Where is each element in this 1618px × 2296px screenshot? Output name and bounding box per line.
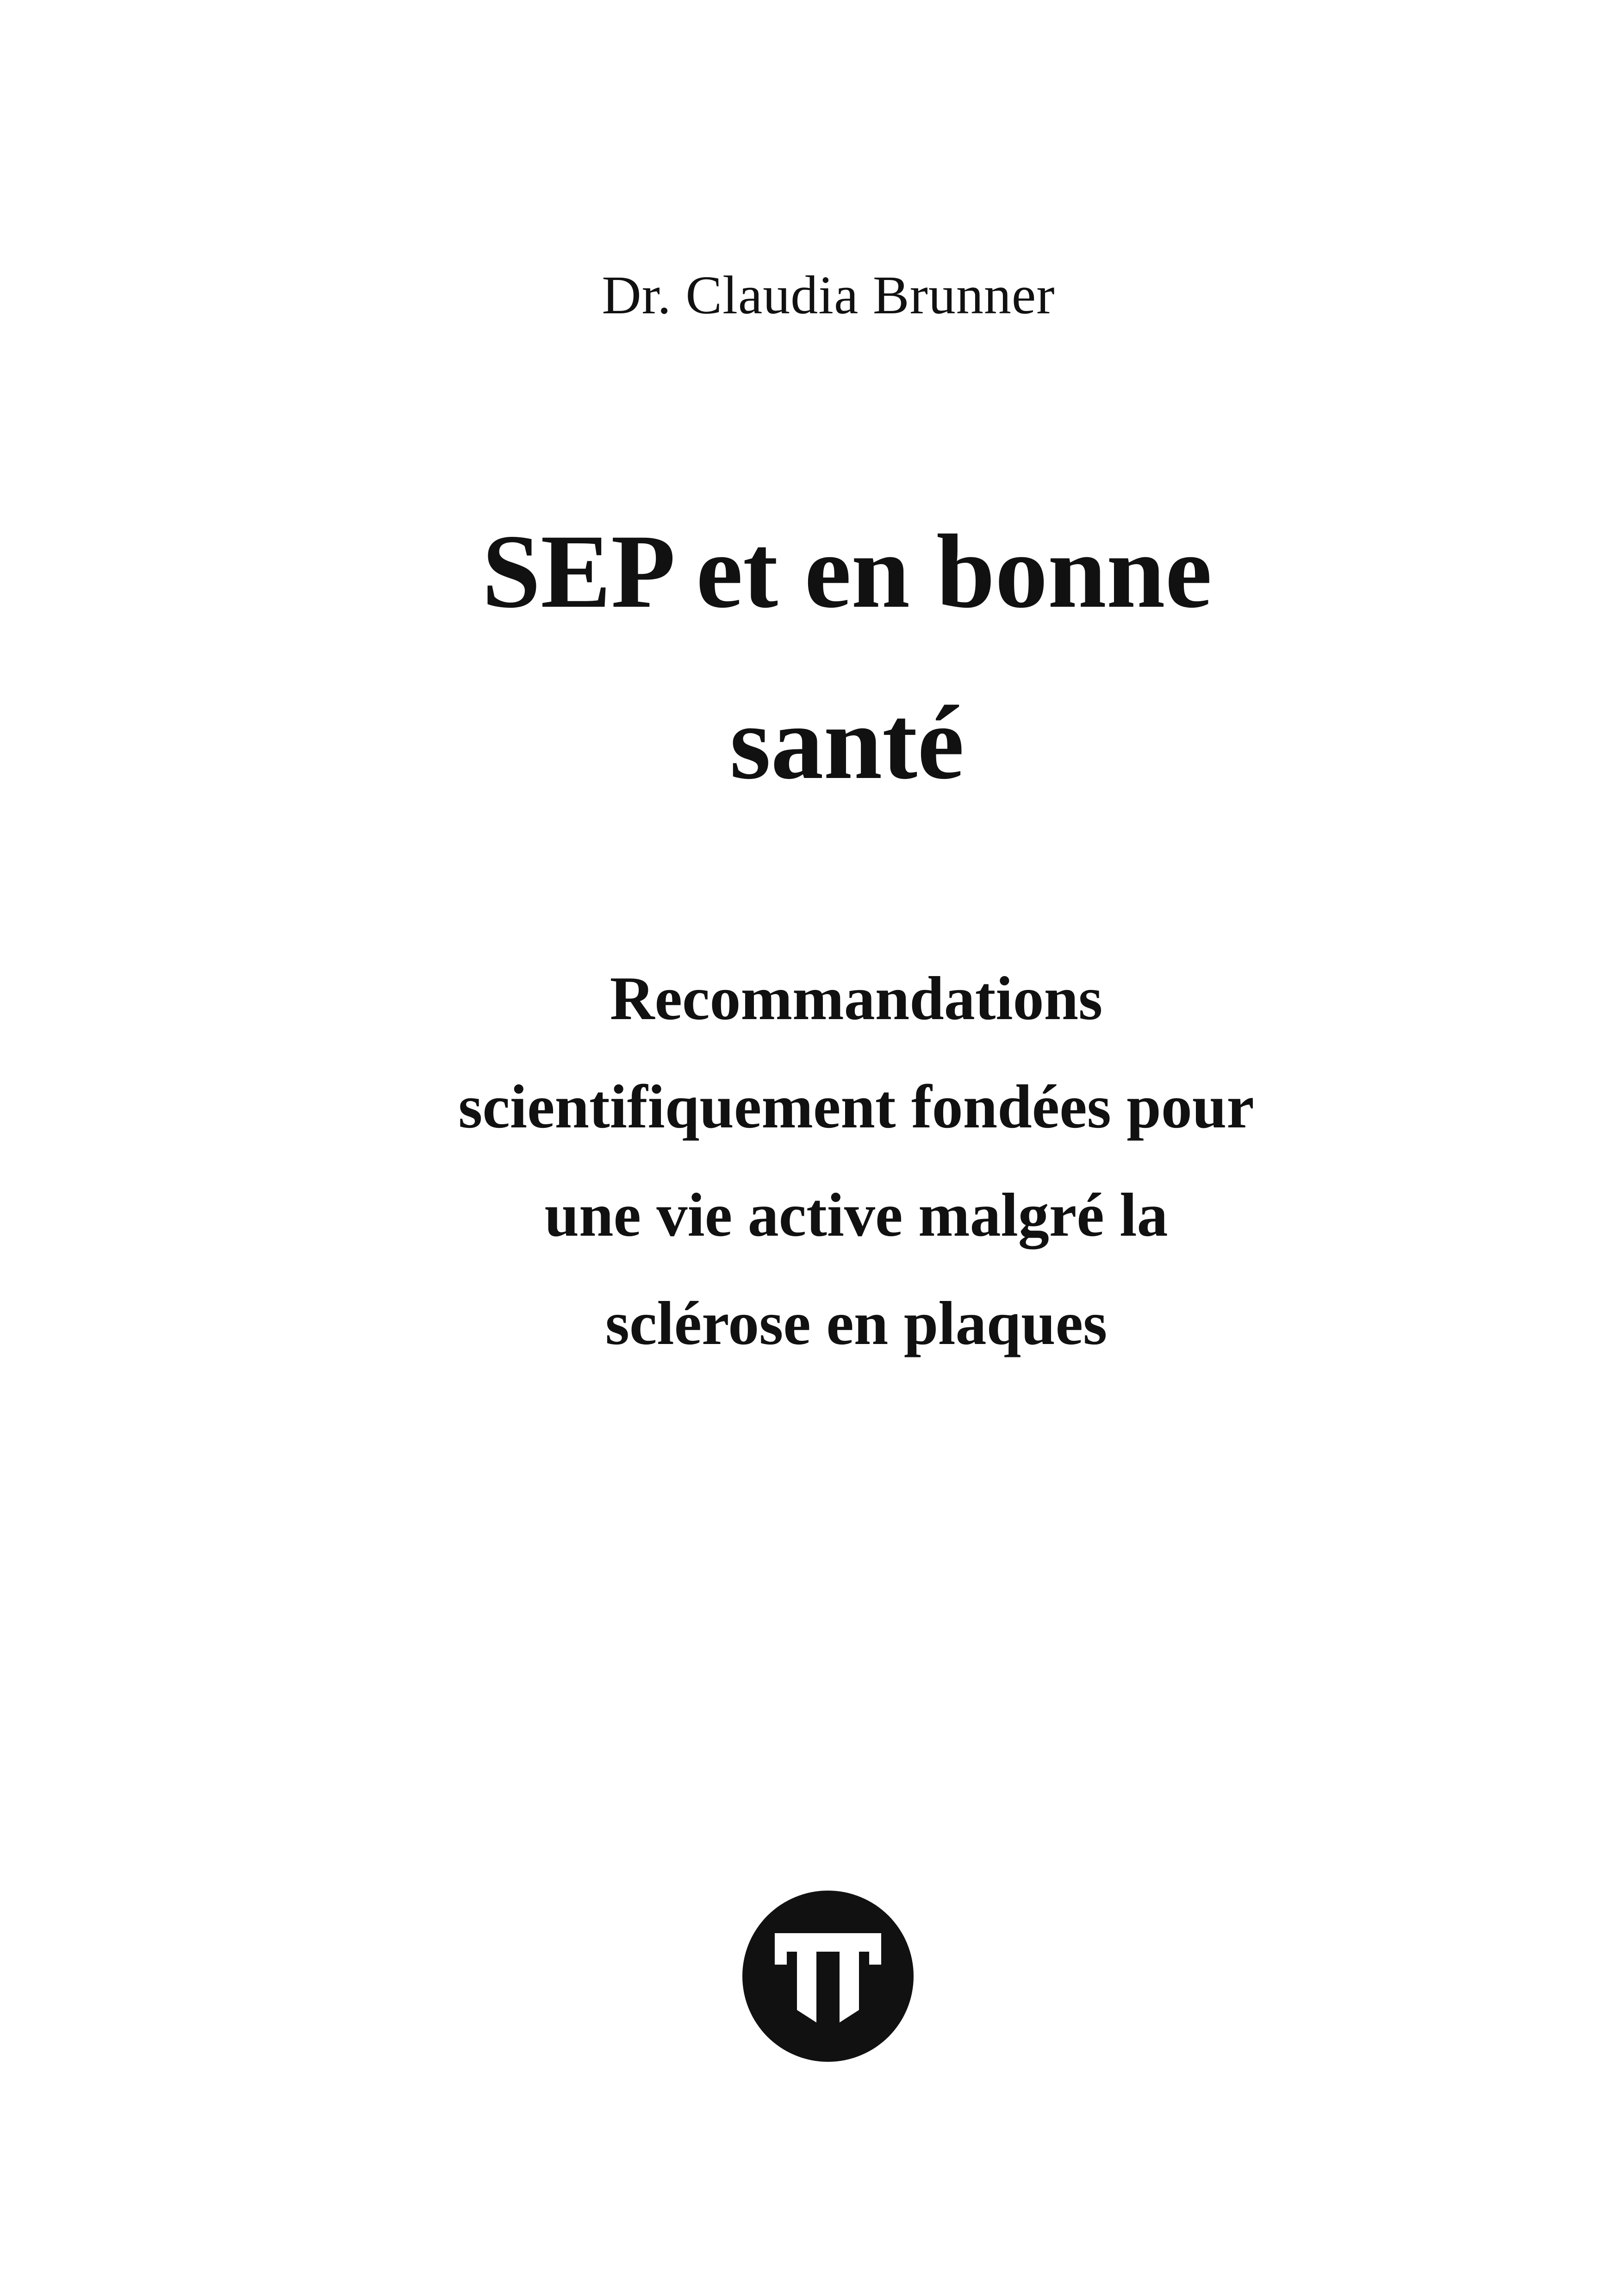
- book-subtitle-line: Recommandations: [610, 964, 1103, 1033]
- book-subtitle-line: scientifiquement fondées pour: [458, 1072, 1254, 1141]
- book-subtitle-line: une vie active malgré la: [544, 1181, 1168, 1249]
- publisher-logo-icon: [742, 1891, 914, 2062]
- book-title: [0, 486, 1618, 828]
- book-subtitle-line: sclérose en plaques: [605, 1289, 1108, 1357]
- book-subtitle: [0, 944, 1618, 1377]
- author-name: Dr. Claudia Brunner: [602, 265, 1055, 325]
- book-title-line: santé: [729, 684, 965, 801]
- book-title-line: SEP et en bonne: [482, 513, 1212, 630]
